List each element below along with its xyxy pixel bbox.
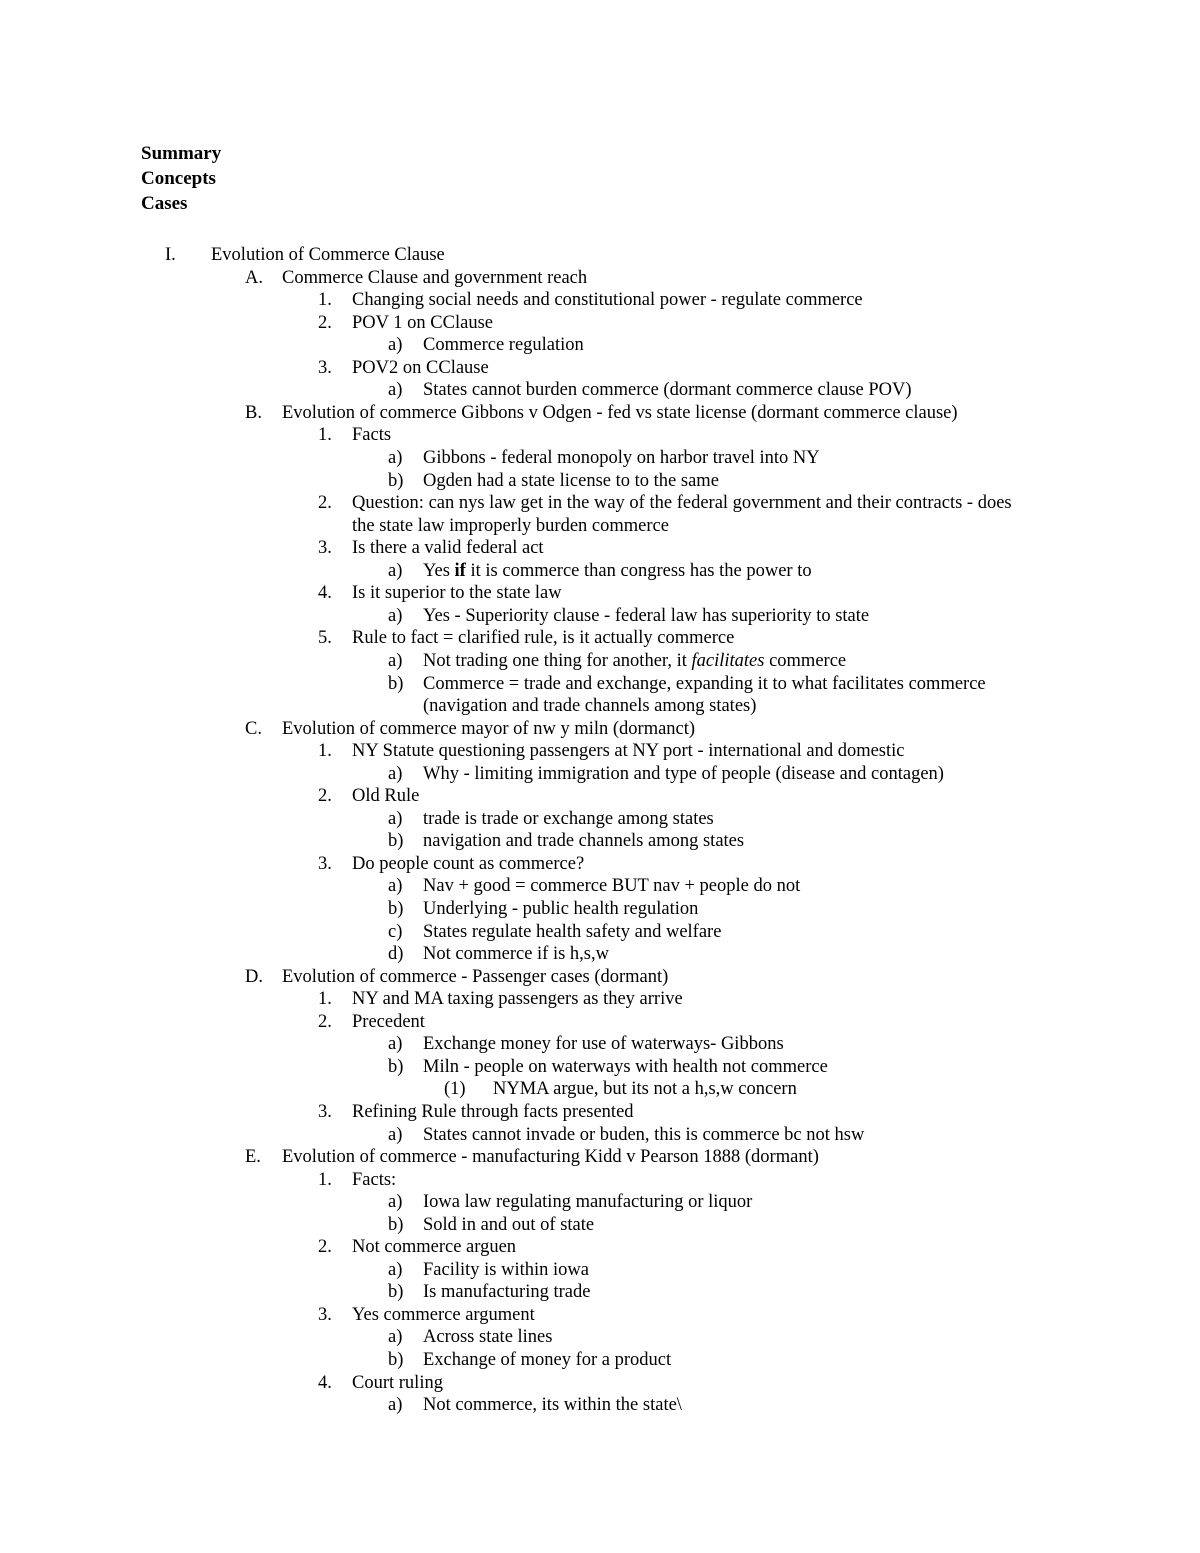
outline-line <box>0 1056 1200 1078</box>
outline-marker: 2. <box>318 1237 332 1258</box>
outline-marker: a) <box>388 335 403 356</box>
outline-marker: a) <box>388 605 403 626</box>
outline-text <box>423 1259 589 1281</box>
outline-marker: 5. <box>318 628 332 649</box>
outline-text-main: States regulate health safety and welfare <box>423 921 722 942</box>
outline-marker: A. <box>245 267 263 288</box>
outline-text <box>423 830 744 852</box>
outline-marker: 1. <box>318 290 332 311</box>
outline-text-main: Precedent <box>352 1011 425 1032</box>
outline-text-main: Commerce regulation <box>423 335 584 356</box>
outline-marker: 3. <box>318 853 332 874</box>
outline-text-main: Exchange money for use of waterways- Gibbons <box>423 1034 784 1055</box>
outline-text <box>423 447 820 469</box>
outline-line <box>0 1304 1200 1326</box>
outline-text <box>423 1033 784 1055</box>
outline-marker: a) <box>388 448 403 468</box>
outline-line <box>0 492 1200 514</box>
outline-marker: a) <box>388 763 403 784</box>
outline-marker: a) <box>388 380 403 401</box>
outline-text <box>282 718 695 740</box>
outline-text <box>423 379 912 401</box>
outline-marker: 1. <box>318 741 332 762</box>
outline-marker: b) <box>388 673 404 694</box>
outline-text-main: Old Rule <box>352 786 420 807</box>
outline-text-main: Evolution of commerce - manufacturing Kidd v Pearson 1888 (dormant) <box>282 1147 819 1167</box>
outline-text <box>352 740 904 762</box>
outline-text <box>423 605 869 627</box>
outline-line <box>0 898 1200 920</box>
outline-text-main: Yes commerce argument <box>352 1304 535 1325</box>
outline-line <box>0 1033 1200 1055</box>
outline-text-main: Across state lines <box>423 1327 553 1348</box>
outline-marker: a) <box>388 560 403 581</box>
outline-text <box>352 1101 634 1123</box>
heading-concepts: Concepts <box>141 168 216 189</box>
outline-marker: c) <box>388 921 403 942</box>
outline-text <box>282 402 958 424</box>
outline-text <box>423 898 698 920</box>
outline-text-main: Why - limiting immigration and type of people (disease and contagen) <box>423 763 944 784</box>
outline-marker: b) <box>388 899 404 919</box>
outline-text-main: Refining Rule through facts presented <box>352 1101 634 1122</box>
outline-text-main: Commerce = trade and exchange, expanding it to what facilitates commerce <box>423 673 986 694</box>
outline-text-main: Nav + good = commerce BUT nav + people do not <box>423 876 801 897</box>
outline-text-main: Evolution of Commerce Clause <box>211 245 445 265</box>
outline-line <box>0 650 1200 672</box>
outline-line <box>0 921 1200 943</box>
outline-line <box>0 875 1200 897</box>
outline-text-main: Question: can nys law get in the way of the federal government and their contracts - does <box>352 493 1012 514</box>
outline-marker: a) <box>388 808 403 829</box>
outline-text-main: NY and MA taxing passengers as they arrive <box>352 989 683 1010</box>
outline-line <box>0 943 1200 965</box>
outline-marker: b) <box>388 470 404 491</box>
outline-text-main: Facts: <box>352 1169 397 1190</box>
outline-text-main: it is commerce than congress has the power to <box>465 560 812 581</box>
outline-text <box>352 1372 443 1394</box>
outline-marker: E. <box>245 1147 261 1167</box>
outline-marker: 2. <box>318 786 332 807</box>
outline-line <box>0 424 1200 446</box>
outline-line <box>0 312 1200 334</box>
outline-line <box>0 1259 1200 1281</box>
outline-text <box>352 492 1012 514</box>
outline-text-main: Evolution of commerce mayor of nw y miln (dormanct) <box>282 718 696 739</box>
outline-line <box>0 1078 1200 1100</box>
outline-line <box>0 785 1200 807</box>
outline-text-main: States cannot burden commerce (dormant commerce clause POV) <box>423 380 912 401</box>
outline-text-main: Underlying - public health regulation <box>423 899 699 919</box>
outline-text-main: Ogden had a state license to to the same <box>423 470 719 491</box>
outline-text <box>352 424 391 446</box>
outline-text <box>423 673 986 695</box>
outline-text-main: Do people count as commerce? <box>352 853 585 874</box>
outline-line <box>0 537 1200 559</box>
outline-marker: d) <box>388 944 404 965</box>
outline-text <box>282 1146 819 1168</box>
outline-line <box>0 808 1200 830</box>
outline-text-main: trade is trade or exchange among states <box>423 808 714 829</box>
outline-text <box>423 1394 682 1416</box>
outline-text-bold: if <box>454 560 466 581</box>
outline-marker: a) <box>388 876 403 897</box>
outline-text <box>211 244 445 266</box>
outline-line <box>0 244 1200 266</box>
outline-marker: b) <box>388 831 404 852</box>
outline-line <box>0 1214 1200 1236</box>
outline-text <box>423 1281 590 1303</box>
outline-line <box>0 1326 1200 1348</box>
outline-line <box>0 582 1200 604</box>
outline-marker: 1. <box>318 1169 332 1190</box>
outline-text-main: POV 1 on CClause <box>352 312 493 333</box>
outline-text <box>423 560 812 582</box>
outline-text <box>493 1078 797 1100</box>
outline-line <box>0 627 1200 649</box>
outline-marker: 3. <box>318 357 332 378</box>
outline-line <box>0 447 1200 469</box>
outline-marker: a) <box>388 1259 403 1280</box>
outline-text <box>423 334 584 356</box>
outline-text <box>352 537 544 559</box>
outline-marker: 3. <box>318 538 332 559</box>
outline-line <box>0 763 1200 785</box>
outline-text <box>423 1326 552 1348</box>
outline-line <box>0 1394 1200 1416</box>
outline-text-main: Yes - Superiority clause - federal law has superiority to state <box>423 605 870 626</box>
outline-text-main: Facility is within iowa <box>423 1259 589 1280</box>
outline-text <box>352 289 863 311</box>
outline-text-prefix: Yes <box>423 560 455 581</box>
outline-marker: a) <box>388 1124 403 1145</box>
outline-text <box>352 582 562 604</box>
outline-marker: 3. <box>318 1101 332 1122</box>
outline-marker: I. <box>165 245 176 265</box>
outline-text <box>352 1304 535 1326</box>
outline-line <box>0 267 1200 289</box>
outline-line <box>0 1169 1200 1191</box>
heading-cases: Cases <box>141 193 188 214</box>
outline-marker: 2. <box>318 1011 332 1032</box>
outline-text-main: commerce <box>764 650 847 671</box>
outline-marker: a) <box>388 1327 403 1348</box>
outline-text-main: Not commerce, its within the state\ <box>423 1395 682 1415</box>
outline-marker: 2. <box>318 493 332 514</box>
outline-marker: b) <box>388 1282 404 1303</box>
outline-line <box>0 1281 1200 1303</box>
outline-text-main: Facts <box>352 425 392 446</box>
outline-text <box>423 875 800 897</box>
outline-marker: a) <box>388 1034 403 1055</box>
outline-line <box>0 605 1200 627</box>
outline-text-main: Is there a valid federal act <box>352 538 544 559</box>
outline-line <box>0 695 1200 717</box>
outline-line <box>0 853 1200 875</box>
outline-text-prefix: Not trading one thing for another, it <box>423 650 692 671</box>
outline-text-main: Miln - people on waterways with health not commerce <box>423 1056 828 1077</box>
outline-marker: 4. <box>318 583 332 604</box>
outline-text <box>352 627 734 649</box>
outline-line <box>0 379 1200 401</box>
outline-marker: b) <box>388 1214 404 1235</box>
outline-marker: a) <box>388 650 403 671</box>
outline-text <box>423 695 756 717</box>
heading-summary: Summary <box>141 143 222 164</box>
outline-line <box>0 470 1200 492</box>
outline-marker: B. <box>245 402 262 423</box>
outline-text-main: (navigation and trade channels among states) <box>423 696 757 716</box>
outline-marker: C. <box>245 718 262 739</box>
outline-text <box>423 1124 864 1146</box>
outline-line <box>0 515 1200 537</box>
outline-text-italic: facilitates <box>691 650 765 671</box>
outline-text-main: Is it superior to the state law <box>352 583 562 604</box>
outline-text-main: Is manufacturing trade <box>423 1282 591 1303</box>
outline-text <box>352 853 584 875</box>
outline-text <box>352 357 489 379</box>
outline-marker: b) <box>388 1056 404 1077</box>
outline-line <box>0 1372 1200 1394</box>
outline-text-main: POV2 on CClause <box>352 357 489 378</box>
outline-line <box>0 334 1200 356</box>
outline-text-main: Court ruling <box>352 1372 443 1393</box>
outline-text-main: Evolution of commerce - Passenger cases (dormant) <box>282 966 669 987</box>
outline-text <box>423 650 846 672</box>
outline-text-main: Not commerce arguen <box>352 1237 517 1258</box>
outline-line <box>0 357 1200 379</box>
outline-text <box>352 312 493 334</box>
outline-text-main: the state law improperly burden commerce <box>352 515 669 536</box>
outline-text-main: Sold in and out of state <box>423 1214 595 1235</box>
outline-line <box>0 560 1200 582</box>
outline-marker: a) <box>388 1192 403 1213</box>
outline-text <box>352 785 419 807</box>
outline-line <box>0 1011 1200 1033</box>
outline-text <box>423 921 721 943</box>
outline-text <box>352 1011 425 1033</box>
outline-line <box>0 740 1200 762</box>
outline-line <box>0 988 1200 1010</box>
outline-text-main: Rule to fact = clarified rule, is it actually commerce <box>352 628 735 649</box>
outline-marker: D. <box>245 966 263 987</box>
outline-marker: b) <box>388 1350 404 1370</box>
outline-text-main: NYMA argue, but its not a h,s,w concern <box>493 1079 797 1100</box>
outline-line <box>0 718 1200 740</box>
outline-text-main: Changing social needs and constitutional power - regulate commerce <box>352 290 863 311</box>
outline-text-main: Iowa law regulating manufacturing or liquor <box>423 1192 753 1213</box>
outline-text <box>282 267 587 289</box>
outline-text <box>423 1349 671 1371</box>
outline-text-main: Gibbons - federal monopoly on harbor travel into NY <box>423 448 820 468</box>
outline-text <box>352 988 683 1010</box>
outline-line <box>0 289 1200 311</box>
outline-marker: 1. <box>318 989 332 1010</box>
outline-marker: 1. <box>318 425 332 446</box>
outline-line <box>0 1146 1200 1168</box>
outline-text-main: Not commerce if is h,s,w <box>423 944 609 965</box>
outline-text-main: Exchange of money for a product <box>423 1350 672 1370</box>
outline-text-main: Evolution of commerce Gibbons v Odgen - fed vs state license (dormant commerce clause) <box>282 402 958 423</box>
outline-line <box>0 966 1200 988</box>
outline-text <box>423 808 714 830</box>
outline-text <box>423 1191 752 1213</box>
outline-line <box>0 1124 1200 1146</box>
outline-text <box>352 1236 516 1258</box>
outline-text <box>423 763 944 785</box>
outline-text <box>352 515 669 537</box>
outline-line <box>0 673 1200 695</box>
outline-line <box>0 1236 1200 1258</box>
outline-line <box>0 830 1200 852</box>
outline-marker: a) <box>388 1395 403 1415</box>
outline-text-main: Commerce Clause and government reach <box>282 267 588 288</box>
outline-marker: 4. <box>318 1372 332 1393</box>
outline-text-main: NY Statute questioning passengers at NY port - international and domestic <box>352 741 905 762</box>
outline-text <box>423 1056 828 1078</box>
outline-text-main: States cannot invade or buden, this is commerce bc not hsw <box>423 1124 865 1145</box>
outline-marker: 2. <box>318 312 332 333</box>
outline-marker: (1) <box>444 1079 466 1100</box>
outline-line <box>0 1191 1200 1213</box>
outline-text <box>423 1214 594 1236</box>
outline-text <box>282 966 668 988</box>
outline-text <box>423 943 609 965</box>
outline-text <box>352 1169 396 1191</box>
outline-marker: 3. <box>318 1304 332 1325</box>
outline-line <box>0 402 1200 424</box>
outline-line <box>0 1349 1200 1371</box>
outline-line <box>0 1101 1200 1123</box>
outline-text-main: navigation and trade channels among states <box>423 831 745 852</box>
outline-text <box>423 470 719 492</box>
